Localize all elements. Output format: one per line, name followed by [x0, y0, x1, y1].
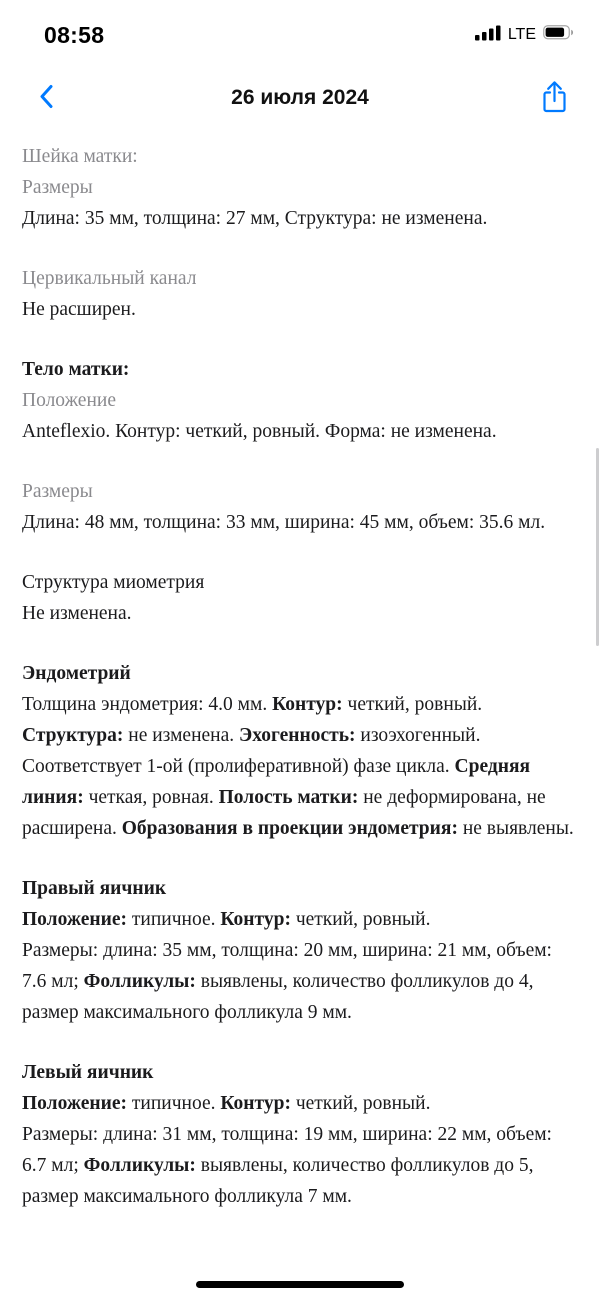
- body-paragraph: Размеры: длина: 31 мм, толщина: 19 мм, ширина: 22 мм, объем: 6.7 мл; Фолликулы: выявлены, количество фолликулов до 5, размер максимального фолликула 7 мм.: [22, 1124, 552, 1207]
- field-label: Положение: [22, 390, 116, 411]
- status-indicators: [475, 25, 574, 46]
- network-type-label: LTE: [507, 26, 536, 43]
- body-paragraph: Структура миометрия: [22, 572, 205, 593]
- body-paragraph: Положение: типичное. Контур: четкий, ровный.: [22, 1093, 431, 1114]
- body-paragraph: Положение: типичное. Контур: четкий, ровный.: [22, 909, 431, 930]
- field-label: Размеры: [22, 177, 93, 198]
- cellular-signal-icon: [475, 25, 501, 46]
- back-button[interactable]: [24, 76, 68, 120]
- section-heading: Левый яичник: [22, 1062, 154, 1083]
- field-label: Цервикальный канал: [22, 268, 197, 289]
- status-bar: [0, 0, 600, 56]
- share-icon: [541, 80, 568, 116]
- document-content: [22, 141, 576, 1212]
- field-label: Размеры: [22, 481, 93, 502]
- page-title: 26 июля 2024: [231, 86, 369, 109]
- section-heading: Правый яичник: [22, 878, 167, 899]
- body-paragraph: Длина: 48 мм, толщина: 33 мм, ширина: 45 мм, объем: 35.6 мл.: [22, 512, 546, 533]
- section-heading: Тело матки:: [22, 359, 130, 380]
- scrollbar[interactable]: [596, 448, 599, 646]
- body-paragraph: Не изменена.: [22, 603, 132, 624]
- body-paragraph: Толщина эндометрия: 4.0 мм. Контур: четкий, ровный. Структура: не изменена. Эхогенность: изоэхогенный. Соответствует 1-ой (пролиферативной) фазе цикла. Средняя линия: четкая, ровная. Полость матки: не деформирована, не расширена. Образования в проекции эндометрия: не выявлены.: [22, 694, 574, 839]
- battery-icon: [543, 25, 574, 45]
- share-button[interactable]: [532, 76, 576, 120]
- body-paragraph: Не расширен.: [22, 299, 136, 320]
- status-time: 08:58: [44, 21, 105, 48]
- body-paragraph: Длина: 35 мм, толщина: 27 мм, Структура: не изменена.: [22, 208, 488, 229]
- body-paragraph: Размеры: длина: 35 мм, толщина: 20 мм, ширина: 21 мм, объем: 7.6 мл; Фолликулы: выявлены, количество фолликулов до 4, размер максимального фолликула 9 мм.: [22, 940, 552, 1023]
- navigation-bar: [0, 56, 600, 140]
- chevron-left-icon: [39, 84, 53, 112]
- field-label: Шейка матки:: [22, 146, 138, 167]
- body-paragraph: Anteflexio. Контур: четкий, ровный. Форма: не изменена.: [22, 421, 497, 442]
- home-indicator[interactable]: [196, 1281, 404, 1288]
- section-heading: Эндометрий: [22, 663, 131, 684]
